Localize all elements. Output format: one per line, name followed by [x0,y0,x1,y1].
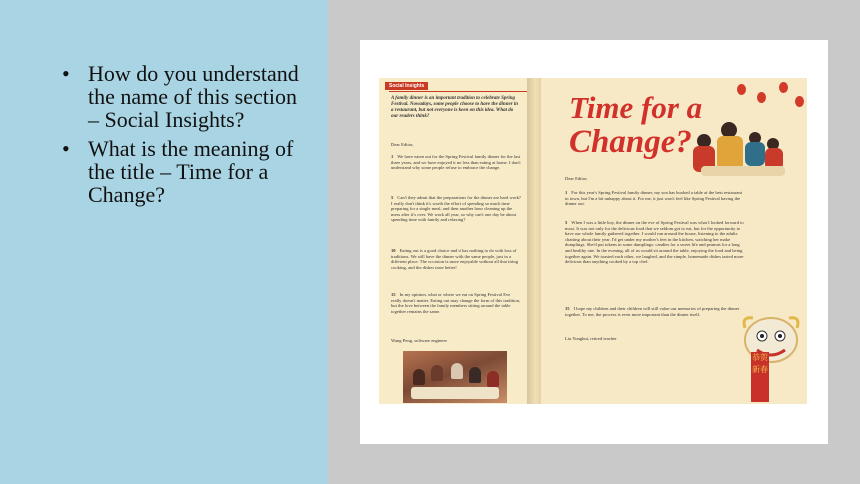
question-list [62,62,312,212]
right-signature: Liu Yonghui, retired teacher [565,336,617,341]
slide-text-panel [0,0,328,484]
dinner-table [701,166,785,176]
paragraph-text: I hope my children and their children will still value our memories of preparing the dinner together. To me, the process is even more important than the dinner itself. [565,306,740,317]
person-figure [451,363,463,379]
person-figure [469,367,481,383]
left-greeting: Dear Editor, [391,142,414,147]
person-figure [413,369,425,385]
section-rule [389,91,529,92]
left-page [379,78,529,404]
line-number: 5 [565,220,568,225]
section-tag: Social Insights [385,82,428,90]
title-line-2: Change? [569,124,692,160]
paragraph-text: Can't they admit that the preparations for the dinner are hard work? I really don't think it's worth the effort of spending so much time preparing for a single meal, and then another hour cleaning up the mess after it's over. We work all year, so why can't one day be about spending time with family and relaxing? [391,195,521,223]
line-number: 15 [391,292,396,297]
book-spine [527,78,541,404]
bullet-icon: • [62,61,70,86]
right-page [541,78,807,404]
person-figure [487,371,499,387]
article-title [569,92,702,158]
paragraph-text: Eating out is a good choice and it has nothing to do with loss of traditions. We still have the dinner with the same people, just in a different place. The occasion is more enjoyable without all that tiring cooking, and the dishes taste better! [391,248,519,270]
left-signature: Wang Peng, software engineer [391,338,448,343]
person-body [717,136,743,170]
paragraph-text: In my opinion, what or where we eat on Spring Festival Eve really doesn't matter. Eating out may change the form of this tradition, but the love between the family members sitting around the table together remains the same. [391,292,521,314]
family-dinner-photo [403,351,507,403]
question-text: How do you understand the name of this section – Social Insights? [88,61,299,132]
paragraph-text: We have eaten out for the Spring Festival family dinner for the last three years, and we have enjoyed it no less than eating at home. I don't understand why some people refuse to embrace the change. [391,154,521,171]
right-greeting: Dear Editor, [565,176,588,181]
textbook-spread [379,78,807,404]
question-item [62,62,312,131]
question-item [62,137,312,206]
lantern-icon [757,92,766,103]
left-paragraph [391,292,521,314]
family-illustration [691,116,791,178]
lion-dance-illustration [737,310,805,380]
line-number: 1 [565,190,568,195]
left-paragraph [391,195,521,223]
paragraph-text: For this year's Spring Festival family dinner, my son has booked a table at the best restaurant in town, but I'm a bit unhappy about it. For me, it just won't feel like Spring Festival having the dinner out. [565,190,743,207]
lantern-icon [737,84,746,95]
line-number: 1 [391,154,394,159]
bullet-icon: • [62,136,70,161]
spring-couplet: 恭贺新春 [751,352,769,402]
dinner-table [411,387,499,399]
person-body [745,142,765,166]
right-paragraph [565,306,745,317]
title-line-1: Time for a [569,90,703,125]
lantern-icon [779,82,788,93]
intro-text: A family dinner is an important tradition to celebrate Spring Festival. Nowadays, some people choose to have the dinner in a restaurant, but not everyone is keen on this idea. What do our readers think? [391,96,519,119]
left-paragraph [391,154,521,171]
paragraph-text: When I was a little boy, the dinner on the eve of Spring Festival was what I looked forward to most. It was not only for the delicious food that we seldom got to eat, but for the opportunity to have our whole family gathered together. I would run around the house, listening to the adults chatting about their year. I'd get under my mother's feet in the kitchen, watching her make dumplings. She'd put tokens in some dumplings: candies for a sweet life and peanuts for a long and healthy one. In the evening, all of us would sit around the table, enjoying the food and being together again. We toasted each other, we laughed, and the simple, homemade dishes tasted more delicious than anything cooked by a top chef. [565,220,744,265]
person-figure [431,365,443,381]
line-number: 15 [565,306,570,311]
right-paragraph [565,220,745,265]
right-paragraph [565,190,745,207]
line-number: 5 [391,195,394,200]
question-text: What is the meaning of the title – Time for a Change? [88,136,294,207]
line-number: 10 [391,248,396,253]
lantern-icon [795,96,804,107]
left-paragraph [391,248,521,270]
